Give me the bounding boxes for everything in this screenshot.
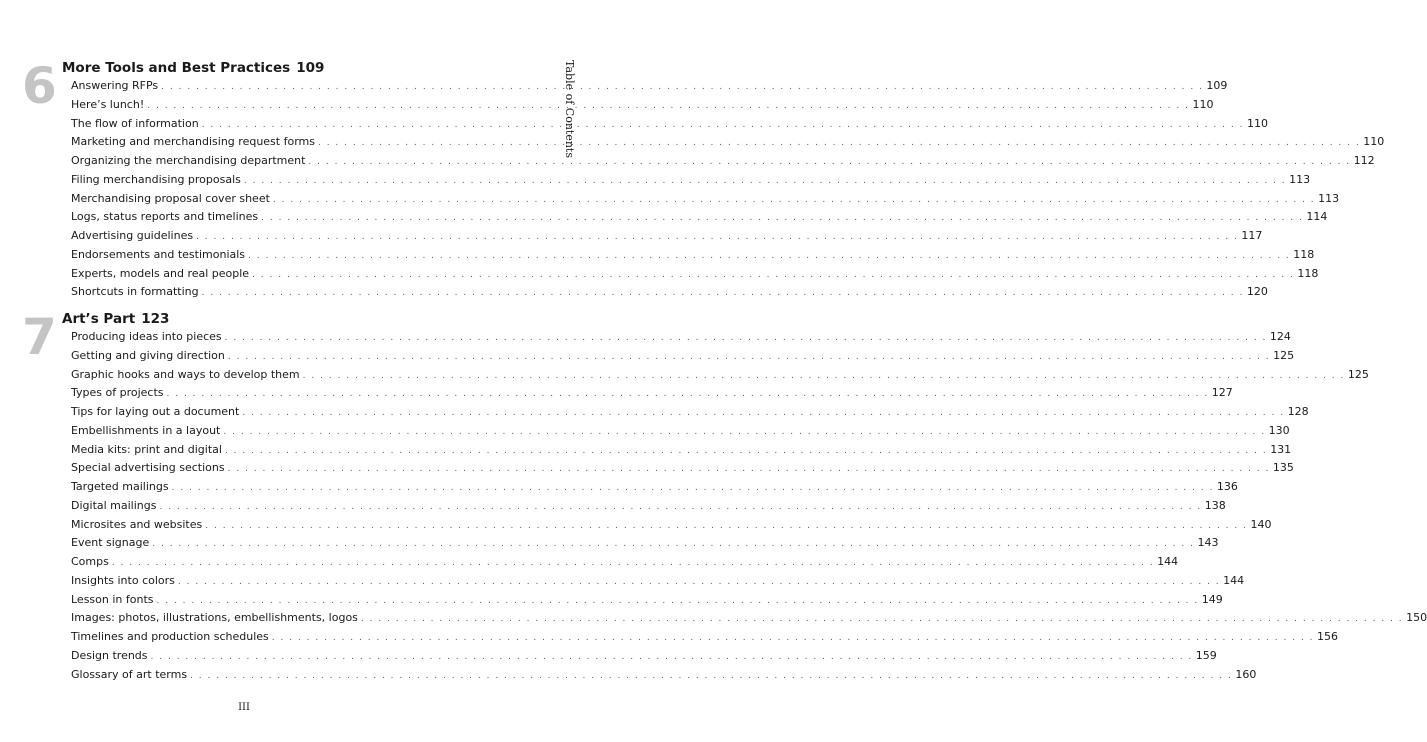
toc-entry[interactable]	[71, 555, 1179, 574]
dot-leader: . . . . . . . . . . . . . . . . . . . . . . . . . . . . . . . . . . . . . . . . . . . . . . . . . . . . . . . . . . . . . . . . . . . . . . . . . . . . . . . . . . . . . . . . . . . . . . . . . . . . . . . . . . . . . . . . . . . . . . . .	[227, 351, 1271, 362]
toc-entry-title: Answering RFPs	[71, 79, 159, 92]
toc-entry-page: 120	[1246, 285, 1268, 299]
toc-entry-title: Experts, models and real people	[71, 266, 250, 280]
toc-entry[interactable]	[71, 630, 1339, 649]
toc-entry-title: Lesson in fonts	[71, 592, 154, 606]
toc-entry-page: 113	[1289, 172, 1311, 186]
toc-entry-page: 135	[1272, 461, 1294, 475]
toc-entry[interactable]	[71, 247, 1315, 267]
toc-entry[interactable]	[71, 116, 1268, 136]
toc-entry-page: 130	[1268, 423, 1290, 437]
toc-entry-title: Comps	[71, 555, 109, 568]
chapter-page: 123	[141, 311, 170, 327]
toc-entry-title: Event signage	[71, 536, 150, 550]
toc-entry[interactable]	[71, 536, 1219, 555]
toc-entry-title: Shortcuts in formatting	[71, 285, 199, 299]
toc-entry-title: Tips for laying out a document	[71, 405, 240, 418]
toc-entry[interactable]	[71, 348, 1295, 368]
toc-entry[interactable]	[71, 97, 1214, 117]
toc-entry[interactable]	[71, 442, 1292, 462]
chapter-title[interactable]	[62, 62, 324, 76]
toc-entry-title: Insights into colors	[71, 573, 175, 587]
toc-entry-title: The flow of information	[71, 116, 199, 130]
toc-entry-page: 159	[1195, 648, 1217, 662]
toc-entry[interactable]	[71, 423, 1290, 443]
toc-entry-page: 128	[1287, 405, 1309, 418]
toc-entry[interactable]	[71, 330, 1291, 349]
toc-entry[interactable]	[71, 461, 1294, 480]
running-side-label: Table of Contents	[563, 60, 576, 159]
dot-leader: . . . . . . . . . . . . . . . . . . . . . . . . . . . . . . . . . . . . . . . . . . . . . . . . . . . . . . . . . . . . . . . . . . . . . . . . . . . . . . . . . . . . . . . . . . . . . . . . . . . . . . . . . . . . . . . . . . . . . . . .	[147, 100, 1190, 111]
toc-entry-page: 144	[1157, 555, 1179, 568]
toc-entry-page: 160	[1235, 667, 1257, 681]
dot-leader: . . . . . . . . . . . . . . . . . . . . . . . . . . . . . . . . . . . . . . . . . . . . . . . . . . . . . . . . . . . . . . . . . . . . . . . . . . . . . . . . . . . . . . . . . . . . . . . . . . . . . . . . . . . . . . . . . . . . . . . .	[196, 232, 1239, 242]
toc-entry-title: Special advertising sections	[71, 461, 225, 475]
dot-leader: . . . . . . . . . . . . . . . . . . . . . . . . . . . . . . . . . . . . . . . . . . . . . . . . . . . . . . . . . . . . . . . . . . . . . . . . . . . . . . . . . . . . . . . . . . . . . . . . . . . . . . . . . . . . . . . . . . . . . . . .	[190, 670, 1233, 681]
toc-entry-page: 117	[1241, 229, 1263, 242]
toc-entry-page: 149	[1201, 592, 1223, 606]
dot-leader: . . . . . . . . . . . . . . . . . . . . . . . . . . . . . . . . . . . . . . . . . . . . . . . . . . . . . . . . . . . . . . . . . . . . . . . . . . . . . . . . . . . . . . . . . . . . . . . . . . . . . . . . . . . . . . . . . . . . . . . .	[166, 389, 1209, 400]
toc-entry[interactable]	[71, 386, 1233, 405]
dot-leader: . . . . . . . . . . . . . . . . . . . . . . . . . . . . . . . . . . . . . . . . . . . . . . . . . . . . . . . . . . . . . . . . . . . . . . . . . . . . . . . . . . . . . . . . . . . . . . . . . . . . . . . . . . . . . . . . . . . . . . . .	[271, 633, 1315, 643]
dot-leader: . . . . . . . . . . . . . . . . . . . . . . . . . . . . . . . . . . . . . . . . . . . . . . . . . . . . . . . . . . . . . . . . . . . . . . . . . . . . . . . . . . . . . . . . . . . . . . . . . . . . . . . . . . . . . . . . . . . . . . . .	[201, 119, 1244, 130]
toc-entry-page: 144	[1223, 573, 1245, 587]
toc-entry-title: Media kits: print and digital	[71, 442, 222, 456]
toc-entry-title: Getting and giving direction	[71, 348, 225, 362]
toc-entry-page: 110	[1363, 135, 1385, 149]
toc-entry-title: Microsites and websites	[71, 517, 203, 531]
toc-entry[interactable]	[71, 498, 1226, 518]
toc-entry-title: Endorsements and testimonials	[71, 247, 246, 261]
dot-leader: . . . . . . . . . . . . . . . . . . . . . . . . . . . . . . . . . . . . . . . . . . . . . . . . . . . . . . . . . . . . . . . . . . . . . . . . . . . . . . . . . . . . . . . . . . . . . . . . . . . . . . . . . . . . . . . . . . . . . . . .	[317, 138, 1361, 149]
toc-entry-title: Here’s lunch!	[71, 97, 145, 111]
dot-leader: . . . . . . . . . . . . . . . . . . . . . . . . . . . . . . . . . . . . . . . . . . . . . . . . . . . . . . . . . . . . . . . . . . . . . . . . . . . . . . . . . . . . . . . . . . . . . . . . . . . . . . . . . . . . . . . . . . . . . . . .	[152, 539, 1195, 550]
chapter-number: 7	[22, 308, 57, 366]
toc-entry-title: Targeted mailings	[71, 480, 169, 493]
toc-entry-page: 125	[1347, 367, 1369, 381]
toc-entry-title: Embellishments in a layout	[71, 423, 221, 437]
page-folio: III	[238, 702, 250, 713]
dot-leader: . . . . . . . . . . . . . . . . . . . . . . . . . . . . . . . . . . . . . . . . . . . . . . . . . . . . . . . . . . . . . . . . . . . . . . . . . . . . . . . . . . . . . . . . . . . . . . . . . . . . . . . . . . . . . . . . . . . . . . . .	[261, 213, 1304, 224]
toc-entry[interactable]	[71, 285, 1268, 304]
toc-entry-page: 109	[1206, 79, 1228, 92]
toc-entry-title: Advertising guidelines	[71, 229, 194, 242]
toc-entry-title: Types of projects	[71, 386, 164, 400]
toc-entry[interactable]	[71, 648, 1217, 668]
toc-entry-title: Timelines and production schedules	[71, 630, 269, 643]
toc-entry-page: 112	[1353, 154, 1375, 167]
dot-leader: . . . . . . . . . . . . . . . . . . . . . . . . . . . . . . . . . . . . . . . . . . . . . . . . . . . . . . . . . . . . . . . . . . . . . . . . . . . . . . . . . . . . . . . . . . . . . . . . . . . . . . . . . . . . . . . . . . . . . . . .	[272, 194, 1316, 205]
toc-entry[interactable]	[71, 154, 1375, 173]
toc-entry-title: Digital mailings	[71, 498, 157, 512]
toc-entry-title: Design trends	[71, 648, 148, 662]
dot-leader: . . . . . . . . . . . . . . . . . . . . . . . . . . . . . . . . . . . . . . . . . . . . . . . . . . . . . . . . . . . . . . . . . . . . . . . . . . . . . . . . . . . . . . . . . . . . . . . . . . . . . . . . . . . . . . . . . . . . . . . .	[150, 651, 1193, 662]
chapter-page: 109	[296, 60, 325, 76]
toc-entry-page: 127	[1211, 386, 1233, 400]
dot-leader: . . . . . . . . . . . . . . . . . . . . . . . . . . . . . . . . . . . . . . . . . . . . . . . . . . . . . . . . . . . . . . . . . . . . . . . . . . . . . . . . . . . . . . . . . . . . . . . . . . . . . . . . . . . . . . . . . . . . . . . .	[223, 426, 1266, 437]
dot-leader: . . . . . . . . . . . . . . . . . . . . . . . . . . . . . . . . . . . . . . . . . . . . . . . . . . . . . . . . . . . . . . . . . . . . . . . . . . . . . . . . . . . . . . . . . . . . . . . . . . . . . . . . . . . . . . . . . . . . . . . .	[201, 288, 1244, 299]
chapter-title-text: More Tools and Best Practices	[62, 60, 291, 76]
toc-entry[interactable]	[71, 517, 1272, 537]
dot-leader: . . . . . . . . . . . . . . . . . . . . . . . . . . . . . . . . . . . . . . . . . . . . . . . . . . . . . . . . . . . . . . . . . . . . . . . . . . . . . . . . . . . . . . . . . . . . . . . . . . . . . . . . . . . . . . . . . . . . . . . .	[302, 370, 1345, 381]
toc-entry-page: 114	[1306, 210, 1328, 224]
dot-leader: . . . . . . . . . . . . . . . . . . . . . . . . . . . . . . . . . . . . . . . . . . . . . . . . . . . . . . . . . . . . . . . . . . . . . . . . . . . . . . . . . . . . . . . . . . . . . . . . . . . . . . . . . . . . . . . . . . . . . . . .	[159, 501, 1202, 512]
dot-leader: . . . . . . . . . . . . . . . . . . . . . . . . . . . . . . . . . . . . . . . . . . . . . . . . . . . . . . . . . . . . . . . . . . . . . . . . . . . . . . . . . . . . . . . . . . . . . . . . . . . . . . . . . . . . . . . . . . . . . . . .	[252, 269, 1295, 280]
dot-leader: . . . . . . . . . . . . . . . . . . . . . . . . . . . . . . . . . . . . . . . . . . . . . . . . . . . . . . . . . . . . . . . . . . . . . . . . . . . . . . . . . . . . . . . . . . . . . . . . . . . . . . . . . . . . . . . . . . . . . . . .	[224, 445, 1268, 456]
toc-entry[interactable]	[71, 611, 1427, 630]
toc-entry-title: Organizing the merchandising department	[71, 154, 306, 167]
chapter-title[interactable]	[62, 313, 169, 327]
toc-entry[interactable]	[71, 135, 1385, 154]
toc-entry[interactable]	[71, 367, 1369, 387]
toc-entry-title: Filing merchandising proposals	[71, 172, 241, 186]
toc-entry[interactable]	[71, 210, 1328, 229]
toc-entry-page: 118	[1293, 247, 1315, 261]
dot-leader: . . . . . . . . . . . . . . . . . . . . . . . . . . . . . . . . . . . . . . . . . . . . . . . . . . . . . . . . . . . . . . . . . . . . . . . . . . . . . . . . . . . . . . . . . . . . . . . . . . . . . . . . . . . . . . . . . . . . . . . .	[161, 82, 1204, 92]
toc-entry-page: 125	[1273, 348, 1295, 362]
toc-entry[interactable]	[71, 266, 1319, 286]
dot-leader: . . . . . . . . . . . . . . . . . . . . . . . . . . . . . . . . . . . . . . . . . . . . . . . . . . . . . . . . . . . . . . . . . . . . . . . . . . . . . . . . . . . . . . . . . . . . . . . . . . . . . . . . . . . . . . . . . . . . . . . .	[243, 175, 1287, 186]
toc-entry-page: 156	[1317, 630, 1339, 643]
toc-entry-page: 110	[1246, 116, 1268, 130]
toc-entry-title: Glossary of art terms	[71, 667, 188, 681]
toc-entry[interactable]	[71, 191, 1340, 211]
toc-entry-title: Logs, status reports and timelines	[71, 210, 259, 224]
toc-entry[interactable]	[71, 405, 1309, 424]
toc-entry-page: 124	[1269, 330, 1291, 343]
toc-entry-title: Graphic hooks and ways to develop them	[71, 367, 300, 381]
toc-entry-page: 140	[1250, 517, 1272, 531]
toc-entry-title: Marketing and merchandising request forms	[71, 135, 315, 149]
toc-entry-title: Images: photos, illustrations, embellishments, logos	[71, 611, 358, 625]
dot-leader: . . . . . . . . . . . . . . . . . . . . . . . . . . . . . . . . . . . . . . . . . . . . . . . . . . . . . . . . . . . . . . . . . . . . . . . . . . . . . . . . . . . . . . . . . . . . . . . . . . . . . . . . . . . . . . . . . . . . . . . .	[248, 250, 1291, 261]
dot-leader: . . . . . . . . . . . . . . . . . . . . . . . . . . . . . . . . . . . . . . . . . . . . . . . . . . . . . . . . . . . . . . . . . . . . . . . . . . . . . . . . . . . . . . . . . . . . . . . . . . . . . . . . . . . . . . . . . . . . . . . .	[177, 576, 1221, 587]
toc-entry-title: Merchandising proposal cover sheet	[71, 191, 270, 205]
dot-leader: . . . . . . . . . . . . . . . . . . . . . . . . . . . . . . . . . . . . . . . . . . . . . . . . . . . . . . . . . . . . . . . . . . . . . . . . . . . . . . . . . . . . . . . . . . . . . . . . . . . . . . . . . . . . . . . . . . . . . . . .	[308, 157, 1351, 167]
toc-entry[interactable]	[71, 229, 1263, 248]
toc-entry-page: 143	[1197, 536, 1219, 550]
chapter-title-text: Art’s Part	[62, 311, 136, 327]
toc-entry[interactable]	[71, 592, 1223, 612]
dot-leader: . . . . . . . . . . . . . . . . . . . . . . . . . . . . . . . . . . . . . . . . . . . . . . . . . . . . . . . . . . . . . . . . . . . . . . . . . . . . . . . . . . . . . . . . . . . . . . . . . . . . . . . . . . . . . . . . . . . . . . . .	[360, 614, 1404, 625]
toc-entry-page: 113	[1318, 191, 1340, 205]
toc-entry-title: Producing ideas into pieces	[71, 330, 222, 343]
toc-entry[interactable]	[71, 480, 1238, 499]
toc-entry-page: 131	[1270, 442, 1292, 456]
toc-entry-page: 136	[1216, 480, 1238, 493]
toc-entry-page: 110	[1192, 97, 1214, 111]
chapter-number: 6	[22, 57, 57, 115]
toc-entry-page: 118	[1297, 266, 1319, 280]
toc-entry[interactable]	[71, 172, 1311, 192]
dot-leader: . . . . . . . . . . . . . . . . . . . . . . . . . . . . . . . . . . . . . . . . . . . . . . . . . . . . . . . . . . . . . . . . . . . . . . . . . . . . . . . . . . . . . . . . . . . . . . . . . . . . . . . . . . . . . . . . . . . . . . . .	[227, 464, 1270, 475]
dot-leader: . . . . . . . . . . . . . . . . . . . . . . . . . . . . . . . . . . . . . . . . . . . . . . . . . . . . . . . . . . . . . . . . . . . . . . . . . . . . . . . . . . . . . . . . . . . . . . . . . . . . . . . . . . . . . . . . . . . . . . . .	[205, 520, 1248, 531]
toc-entry-page: 150	[1406, 611, 1427, 625]
toc-entry[interactable]	[71, 667, 1257, 687]
dot-leader: . . . . . . . . . . . . . . . . . . . . . . . . . . . . . . . . . . . . . . . . . . . . . . . . . . . . . . . . . . . . . . . . . . . . . . . . . . . . . . . . . . . . . . . . . . . . . . . . . . . . . . . . . . . . . . . . . . . . . . . .	[224, 333, 1267, 343]
dot-leader: . . . . . . . . . . . . . . . . . . . . . . . . . . . . . . . . . . . . . . . . . . . . . . . . . . . . . . . . . . . . . . . . . . . . . . . . . . . . . . . . . . . . . . . . . . . . . . . . . . . . . . . . . . . . . . . . . . . . . . . .	[111, 558, 1155, 568]
dot-leader: . . . . . . . . . . . . . . . . . . . . . . . . . . . . . . . . . . . . . . . . . . . . . . . . . . . . . . . . . . . . . . . . . . . . . . . . . . . . . . . . . . . . . . . . . . . . . . . . . . . . . . . . . . . . . . . . . . . . . . . .	[242, 408, 1285, 418]
toc-entry-list	[71, 330, 1427, 686]
dot-leader: . . . . . . . . . . . . . . . . . . . . . . . . . . . . . . . . . . . . . . . . . . . . . . . . . . . . . . . . . . . . . . . . . . . . . . . . . . . . . . . . . . . . . . . . . . . . . . . . . . . . . . . . . . . . . . . . . . . . . . . .	[171, 483, 1214, 493]
toc-entry[interactable]	[71, 573, 1245, 593]
toc-entry-page: 138	[1204, 498, 1226, 512]
toc-entry[interactable]	[71, 79, 1228, 98]
dot-leader: . . . . . . . . . . . . . . . . . . . . . . . . . . . . . . . . . . . . . . . . . . . . . . . . . . . . . . . . . . . . . . . . . . . . . . . . . . . . . . . . . . . . . . . . . . . . . . . . . . . . . . . . . . . . . . . . . . . . . . . .	[156, 595, 1199, 606]
